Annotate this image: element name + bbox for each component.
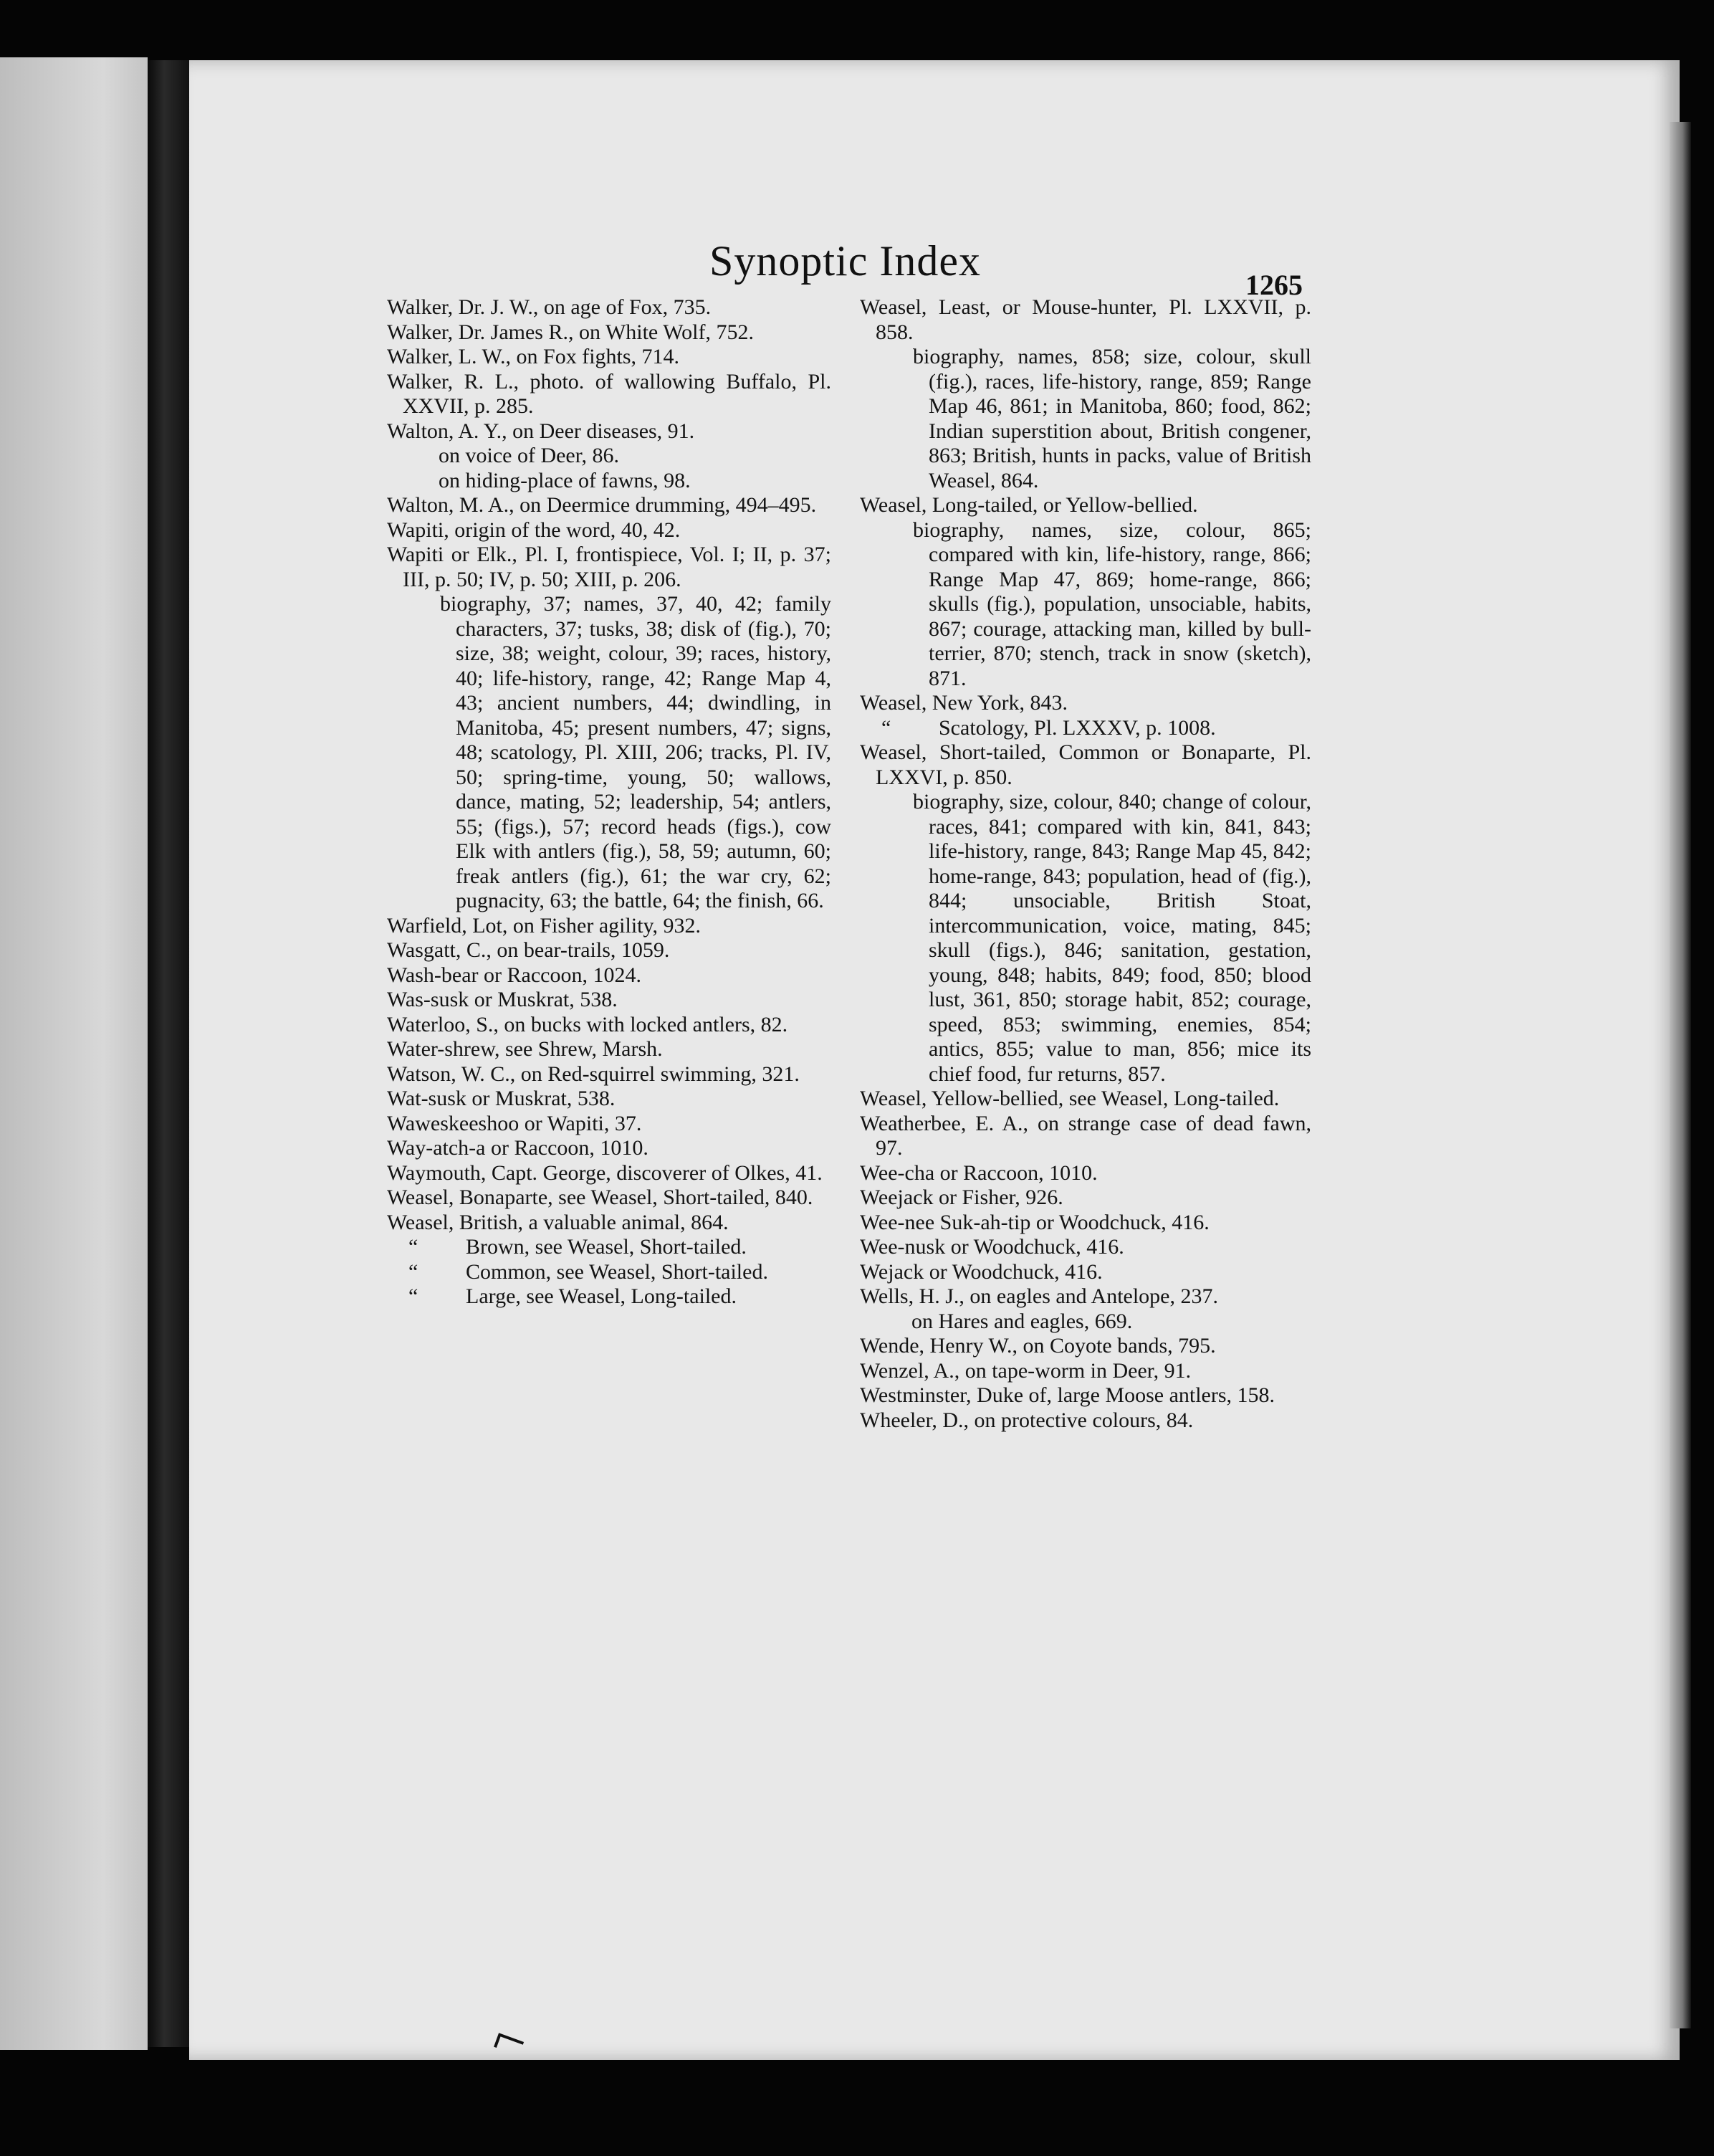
index-entry-text: Weasel, Long-tailed, or Yellow-bellied.: [860, 493, 1198, 517]
index-column-left: [387, 295, 831, 1310]
index-entry-text: Wee-nee Suk-ah-tip or Woodchuck, 416.: [860, 1210, 1210, 1234]
index-entry: [387, 1161, 831, 1186]
index-entry-text: Wash-bear or Raccoon, 1024.: [387, 963, 641, 987]
index-entry-text: Walton, M. A., on Deermice drumming, 494–495.: [387, 493, 817, 517]
index-entry-text: Walker, L. W., on Fox fights, 714.: [387, 345, 680, 368]
ditto-mark: “: [408, 1235, 418, 1259]
index-entry: [860, 1112, 1311, 1161]
index-entry-text: Waterloo, S., on bucks with locked antlers, 82.: [387, 1012, 788, 1036]
index-entry-text: Weejack or Fisher, 926.: [860, 1186, 1063, 1209]
index-entry-text: Way-atch-a or Raccoon, 1010.: [387, 1136, 648, 1160]
index-entry: [387, 1260, 831, 1285]
index-entry-text: Weasel, Yellow-bellied, see Weasel, Long-tailed.: [860, 1087, 1280, 1110]
index-entry-text: Wende, Henry W., on Coyote bands, 795.: [860, 1334, 1216, 1358]
page-fore-edge: [1670, 122, 1691, 2028]
index-entry-text: on voice of Deer, 86.: [439, 444, 620, 467]
index-entry: [860, 1186, 1311, 1211]
index-entry: [387, 1087, 831, 1112]
index-entry: [860, 1310, 1311, 1335]
index-entry: [860, 716, 1311, 741]
index-entry: [860, 1087, 1311, 1112]
index-entry-text: Walker, Dr. James R., on White Wolf, 752.: [387, 320, 754, 344]
index-entry: [387, 1037, 831, 1062]
index-entry-text: Weasel, New York, 843.: [860, 691, 1068, 715]
index-entry-text: Brown, see Weasel, Short-tailed.: [466, 1235, 747, 1259]
index-entry: [387, 493, 831, 518]
index-entry-text: Wee-nusk or Woodchuck, 416.: [860, 1235, 1124, 1259]
index-entry-text: Common, see Weasel, Short-tailed.: [466, 1259, 768, 1284]
index-entry-text: Wasgatt, C., on bear-trails, 1059.: [387, 938, 670, 962]
index-entry: [387, 914, 831, 939]
index-entry: [387, 320, 831, 345]
index-entry: [387, 1284, 831, 1310]
index-entry: [387, 295, 831, 320]
index-entry-text: Wat-susk or Muskrat, 538.: [387, 1087, 616, 1110]
index-entry-text: Scatology, Pl. LXXXV, p. 1008.: [939, 715, 1216, 740]
index-entry-text: Wapiti, origin of the word, 40, 42.: [387, 517, 681, 542]
index-entry-text: Wenzel, A., on tape-worm in Deer, 91.: [860, 1358, 1192, 1383]
page-title: Synoptic Index: [709, 237, 981, 285]
index-entry: [387, 444, 831, 469]
index-entry: [860, 1260, 1311, 1285]
index-entry-text: Waweskeeshoo or Wapiti, 37.: [387, 1111, 642, 1135]
index-entry-text: on hiding-place of fawns, 98.: [439, 468, 691, 492]
index-entry-text: Westminster, Duke of, large Moose antlers, 158.: [860, 1383, 1275, 1407]
index-entry: [387, 1186, 831, 1211]
index-entry-text: Walton, A. Y., on Deer diseases, 91.: [387, 419, 695, 443]
index-entry: [387, 469, 831, 494]
index-entry-text: Walker, R. L., photo. of wallowing Buffalo, Pl. XXVII, p. 285.: [387, 369, 831, 418]
index-entry-text: Wapiti or Elk., Pl. I, frontispiece, Vol. I; II, p. 37; III, p. 50; IV, p. 50; XIII, p. 206.: [387, 543, 831, 591]
index-entry: [860, 1284, 1311, 1310]
index-entry-text: Large, see Weasel, Long-tailed.: [466, 1284, 737, 1308]
index-entry-text: Watson, W. C., on Red-squirrel swimming, 321.: [387, 1062, 800, 1086]
index-entry: [387, 1235, 831, 1260]
index-entry: [860, 740, 1311, 790]
index-entry: [387, 1112, 831, 1137]
index-entry: [860, 1235, 1311, 1260]
index-entry: [387, 1062, 831, 1087]
index-entry-text: Weatherbee, E. A., on strange case of dead fawn, 97.: [860, 1111, 1311, 1160]
index-entry: [387, 988, 831, 1013]
index-entry: [387, 963, 831, 988]
index-entry: [860, 691, 1311, 716]
index-entry: [860, 493, 1311, 518]
index-entry-text: Wee-cha or Raccoon, 1010.: [860, 1160, 1098, 1185]
ink-mark: ⌐: [484, 2003, 537, 2075]
ditto-mark: “: [881, 715, 891, 740]
index-entry: [860, 790, 1311, 1087]
index-entry-text: Weasel, Bonaparte, see Weasel, Short-tailed, 840.: [387, 1186, 813, 1209]
index-entry-text: Weasel, British, a valuable animal, 864.: [387, 1210, 729, 1234]
index-entry: [387, 370, 831, 419]
index-entry: [387, 518, 831, 543]
index-entry: [387, 938, 831, 963]
adjacent-page-edge: [0, 57, 148, 2050]
index-entry: [387, 419, 831, 444]
index-entry-text: Was-susk or Muskrat, 538.: [387, 988, 618, 1011]
index-entry: [860, 1211, 1311, 1236]
index-entry: [387, 1211, 831, 1236]
index-entry-text: Weasel, Short-tailed, Common or Bonaparte, Pl. LXXVI, p. 850.: [860, 740, 1311, 789]
index-entry-text: Waymouth, Capt. George, discoverer of Olkes, 41.: [387, 1160, 823, 1185]
index-entry: [860, 1161, 1311, 1186]
index-entry-text: Weasel, Least, or Mouse-hunter, Pl. LXXVII, p. 858.: [860, 295, 1311, 344]
ditto-mark: “: [408, 1259, 418, 1284]
index-entry: [860, 345, 1311, 493]
index-entry-text: Wells, H. J., on eagles and Antelope, 237.: [860, 1284, 1218, 1308]
index-entry: [860, 1408, 1311, 1434]
index-entry-text: Walker, Dr. J. W., on age of Fox, 735.: [387, 295, 712, 319]
index-entry-text: biography, size, colour, 840; change of colour, races, 841; compared with kin, 841, 843; life-history, range, 843; Range Map 45, 842; home-range, 843; population, head of (fig.), 844; unsociable, British Stoat, intercommunication, voice, mating, 845; skull (figs.), 846; sanitation, gestation, young, 848; habits, 849; food, 850; blood lust, 361, 850; storage habit, 852; courage, speed, 853; swimming, enemies, 854; antics, 855; value to man, 856; mice its chief food, fur returns, 857.: [913, 790, 1311, 1086]
index-entry: [387, 592, 831, 914]
index-entry: [860, 295, 1311, 345]
index-entry-text: biography, names, size, colour, 865; compared with kin, life-history, range, 866; Range Map 47, 869; home-range, 866; skulls (fig.), population, unsociable, habits, 867; courage, attacking man, killed by bull-terrier, 870; stench, track in snow (sketch), 871.: [913, 517, 1311, 690]
index-entry-text: Wejack or Woodchuck, 416.: [860, 1259, 1103, 1284]
index-entry-text: Water-shrew, see Shrew, Marsh.: [387, 1037, 663, 1061]
book-gutter: [148, 60, 189, 2047]
page-number: 1265: [1245, 269, 1303, 301]
index-entry-text: biography, 37; names, 37, 40, 42; family characters, 37; tusks, 38; disk of (fig.), 70; size, 38; weight, colour, 39; races, history, 40; life-history, range, 42; Range Map 4, 43; ancient numbers, 44; dwindling, in Manitoba, 45; present numbers, 47; signs, 48; scatology, Pl. XIII, 206; tracks, Pl. IV, 50; spring-time, young, 50; wallows, dance, mating, 52; leadership, 54; antlers, 55; (figs.), 57; record heads (figs.), cow Elk with antlers (fig.), 58, 59; autumn, 60; freak antlers (fig.), 61; the war cry, 62; pugnacity, 63; the battle, 64; the finish, 66.: [440, 592, 831, 912]
index-entry: [860, 1383, 1311, 1408]
index-entry-text: Wheeler, D., on protective colours, 84.: [860, 1408, 1194, 1432]
ditto-mark: “: [408, 1284, 418, 1308]
index-entry: [860, 1359, 1311, 1384]
index-entry-text: Warfield, Lot, on Fisher agility, 932.: [387, 913, 702, 938]
index-entry: [387, 345, 831, 370]
index-entry-text: biography, names, 858; size, colour, skull (fig.), races, life-history, range, 859; Range Map 46, 861; in Manitoba, 860; food, 862; Indian superstition about, British congener, 863; British, hunts in packs, value of British Weasel, 864.: [913, 345, 1311, 492]
index-column-right: [860, 295, 1311, 1433]
index-entry: [387, 1013, 831, 1038]
index-entry: [860, 1334, 1311, 1359]
index-entry-text: on Hares and eagles, 669.: [911, 1309, 1133, 1333]
index-entry: [860, 518, 1311, 692]
index-entry: [387, 543, 831, 592]
index-entry: [387, 1136, 831, 1161]
